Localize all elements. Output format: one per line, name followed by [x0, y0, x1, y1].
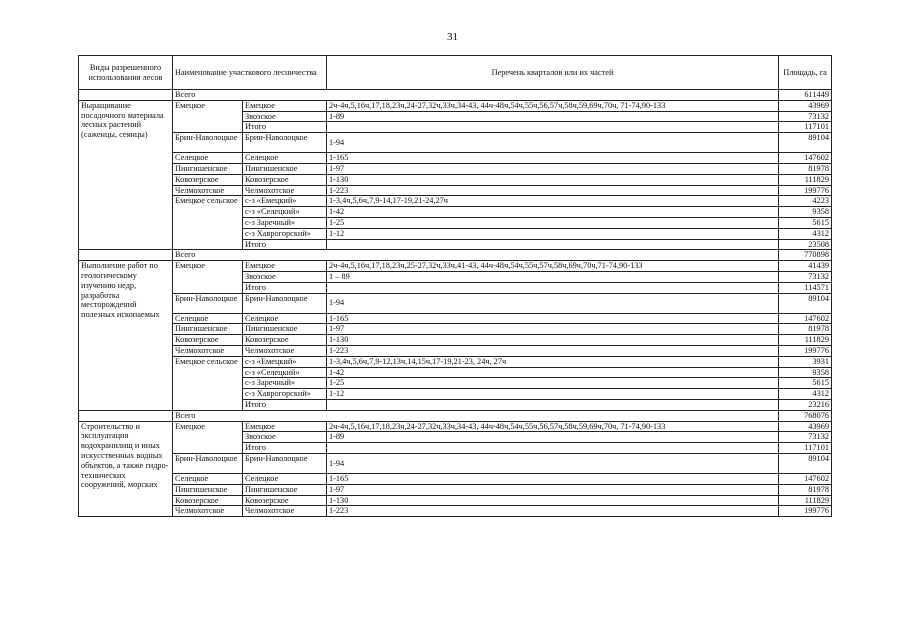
table-row: [79, 261, 832, 272]
quarters-cell: [327, 399, 779, 410]
area-cell: 111829: [779, 174, 832, 185]
district-cell: Емецкое: [243, 261, 327, 272]
table-row: [79, 293, 832, 313]
forestry-cell: Пингишенское: [173, 324, 243, 335]
area-cell: 23508: [779, 239, 832, 250]
use-type-cell: Выполнение работ по геологическому изучению недр, разработка месторождений полезных ископаемых: [79, 261, 173, 411]
forestry-cell: Селецкое: [173, 313, 243, 324]
district-cell: Брин-Наволоцкое: [243, 293, 327, 313]
forestry-cell: Емецкое: [173, 261, 243, 293]
table-row: [79, 133, 832, 153]
quarters-cell: 2ч-4ч,5,16ч,17,18,23ч,24-27,32ч,33ч,34-43, 44ч-48ч,54ч,55ч,56,57ч,58ч,59,69ч,70ч, 71-74,90-133: [327, 421, 779, 432]
area-cell: 199776: [779, 506, 832, 517]
table-row: [79, 185, 832, 196]
area-cell: 41439: [779, 261, 832, 272]
table-row: [79, 313, 832, 324]
total-label: Всего: [173, 250, 779, 261]
area-cell: 89104: [779, 133, 832, 153]
forestry-cell: Ковозерское: [173, 495, 243, 506]
quarters-cell: 1-165: [327, 313, 779, 324]
quarters-cell: 1-94: [327, 133, 779, 153]
area-cell: 89104: [779, 453, 832, 473]
quarters-cell: 1-97: [327, 324, 779, 335]
quarters-cell: 1-89: [327, 111, 779, 122]
district-cell: Итого: [243, 443, 327, 454]
header-forestry: Наименование участкового лесничества: [173, 56, 327, 90]
table-row: [79, 410, 832, 421]
area-cell: 9358: [779, 367, 832, 378]
forestry-cell: Ковозерское: [173, 335, 243, 346]
area-cell: 3931: [779, 356, 832, 367]
table-row: [79, 484, 832, 495]
district-cell: Селецкое: [243, 153, 327, 164]
area-cell: 4223: [779, 196, 832, 207]
forestry-cell: Челмохотское: [173, 185, 243, 196]
quarters-cell: 1-94: [327, 293, 779, 313]
district-cell: Селецкое: [243, 313, 327, 324]
table-row: [79, 196, 832, 207]
forestry-cell: Брин-Наволоцкое: [173, 133, 243, 153]
quarters-cell: 1-223: [327, 185, 779, 196]
forestry-cell: Челмохотское: [173, 506, 243, 517]
quarters-cell: 1-89: [327, 432, 779, 443]
district-cell: с-з Заречный»: [243, 378, 327, 389]
table-body: [79, 90, 832, 517]
area-cell: 111829: [779, 335, 832, 346]
district-cell: с-з «Емецкий»: [243, 356, 327, 367]
area-cell: 117101: [779, 122, 832, 133]
district-cell: с-з «Селецкий»: [243, 367, 327, 378]
quarters-cell: 1-223: [327, 345, 779, 356]
quarters-cell: 1-97: [327, 163, 779, 174]
table-row: [79, 356, 832, 367]
table-row: [79, 100, 832, 111]
quarters-cell: 1-42: [327, 367, 779, 378]
forestry-cell: Пингишенское: [173, 484, 243, 495]
table-row: [79, 421, 832, 432]
area-cell: 81978: [779, 163, 832, 174]
area-cell: 5615: [779, 217, 832, 228]
use-type-cell: [79, 250, 173, 261]
area-cell: 4312: [779, 389, 832, 400]
quarters-cell: 1-130: [327, 174, 779, 185]
forestry-cell: Селецкое: [173, 153, 243, 164]
area-cell: 9358: [779, 207, 832, 218]
forestry-cell: Емецкое: [173, 421, 243, 453]
district-cell: с-з «Емецкий»: [243, 196, 327, 207]
district-cell: Брин-Наволоцкое: [243, 453, 327, 473]
header-area: Площадь, га: [779, 56, 832, 90]
table-row: [79, 250, 832, 261]
quarters-cell: [327, 443, 779, 454]
use-type-cell: Строительство и эксплуатация водохранилищ и иных искусственных водных объектов, а также гидро-технических сооружений, морских: [79, 421, 173, 517]
forestry-cell: Челмохотское: [173, 345, 243, 356]
area-cell: 770898: [779, 250, 832, 261]
quarters-cell: 2ч-4ч,5,16ч,17,18,23ч,24-27,32ч,33ч,34-43, 44ч-48ч,54ч,55ч,56,57ч,58ч,59,69ч,70ч, 71-74,90-133: [327, 100, 779, 111]
quarters-cell: 1-94: [327, 453, 779, 473]
quarters-cell: 1-165: [327, 473, 779, 484]
table-row: [79, 506, 832, 517]
use-type-cell: [79, 90, 173, 101]
area-cell: 117101: [779, 443, 832, 454]
area-cell: 89104: [779, 293, 832, 313]
quarters-cell: 1-3,4ч,5,6ч,7,9-12,13ч,14,15ч,17-19,21-23, 24ч, 27ч: [327, 356, 779, 367]
area-cell: 73132: [779, 271, 832, 282]
table-row: [79, 473, 832, 484]
district-cell: с-з Хаврогорский»: [243, 228, 327, 239]
forestry-cell: Емецкое сельское: [173, 356, 243, 410]
table-row: [79, 324, 832, 335]
quarters-cell: 1-25: [327, 217, 779, 228]
district-cell: Звозское: [243, 432, 327, 443]
forestry-cell: Брин-Наволоцкое: [173, 453, 243, 473]
district-cell: Итого: [243, 239, 327, 250]
district-cell: Итого: [243, 399, 327, 410]
district-cell: Челмохотское: [243, 345, 327, 356]
use-type-cell: Выращивание посадочного материала лесных растений (саженцы, сеянцы): [79, 100, 173, 250]
quarters-cell: 1-97: [327, 484, 779, 495]
table-row: [79, 90, 832, 101]
quarters-cell: 1-12: [327, 228, 779, 239]
table-row: [79, 345, 832, 356]
area-cell: 768076: [779, 410, 832, 421]
area-cell: 4312: [779, 228, 832, 239]
area-cell: 111829: [779, 495, 832, 506]
quarters-cell: [327, 282, 779, 293]
forestry-cell: Ковозерское: [173, 174, 243, 185]
district-cell: Брин-Наволоцкое: [243, 133, 327, 153]
area-cell: 81978: [779, 324, 832, 335]
quarters-cell: 1-130: [327, 335, 779, 346]
table-row: [79, 174, 832, 185]
quarters-cell: 1 – 89: [327, 271, 779, 282]
district-cell: Пингишенское: [243, 163, 327, 174]
district-cell: Челмохотское: [243, 185, 327, 196]
district-cell: с-з «Селецкий»: [243, 207, 327, 218]
district-cell: Ковозерское: [243, 174, 327, 185]
area-cell: 147602: [779, 473, 832, 484]
forestry-cell: Емецкое сельское: [173, 196, 243, 250]
table-row: [79, 335, 832, 346]
total-label: Всего: [173, 410, 779, 421]
table-row: [79, 495, 832, 506]
area-cell: 5615: [779, 378, 832, 389]
quarters-cell: 1-42: [327, 207, 779, 218]
area-cell: 199776: [779, 345, 832, 356]
quarters-cell: 1-25: [327, 378, 779, 389]
district-cell: Звозское: [243, 271, 327, 282]
district-cell: Емецкое: [243, 100, 327, 111]
district-cell: Итого: [243, 282, 327, 293]
quarters-cell: [327, 122, 779, 133]
area-cell: 114571: [779, 282, 832, 293]
area-cell: 81978: [779, 484, 832, 495]
area-cell: 611449: [779, 90, 832, 101]
total-label: Всего: [173, 90, 779, 101]
quarters-cell: 1-3,4ч,5,6ч,7,9-14,17-19,21-24,27ч: [327, 196, 779, 207]
district-cell: Итого: [243, 122, 327, 133]
district-cell: Ковозерское: [243, 335, 327, 346]
area-cell: 73132: [779, 111, 832, 122]
forest-use-table: [78, 55, 832, 517]
area-cell: 147602: [779, 313, 832, 324]
quarters-cell: 1-130: [327, 495, 779, 506]
quarters-cell: 2ч-4ч,5,16ч,17,18,23ч,25-27,32ч,33ч,41-43, 44ч-48ч,54ч,55ч,57ч,58ч,69ч,70ч,71-74,90-133: [327, 261, 779, 272]
area-cell: 43969: [779, 421, 832, 432]
area-cell: 147602: [779, 153, 832, 164]
table-row: [79, 163, 832, 174]
quarters-cell: 1-223: [327, 506, 779, 517]
table-row: [79, 453, 832, 473]
forestry-cell: Емецкое: [173, 100, 243, 132]
table-row: [79, 153, 832, 164]
district-cell: Емецкое: [243, 421, 327, 432]
area-cell: 199776: [779, 185, 832, 196]
district-cell: с-з Заречный»: [243, 217, 327, 228]
district-cell: Пингишенское: [243, 484, 327, 495]
district-cell: с-з Хаврогорский»: [243, 389, 327, 400]
area-cell: 23216: [779, 399, 832, 410]
header-quarters: Перечень кварталов или их частей: [327, 56, 779, 90]
district-cell: Челмохотское: [243, 506, 327, 517]
table-header-row: [79, 56, 832, 90]
quarters-cell: 1-165: [327, 153, 779, 164]
district-cell: Селецкое: [243, 473, 327, 484]
quarters-cell: [327, 239, 779, 250]
use-type-cell: [79, 410, 173, 421]
forestry-cell: Брин-Наволоцкое: [173, 293, 243, 313]
district-cell: Пингишенское: [243, 324, 327, 335]
header-use-type: Виды разрешенного использования лесов: [79, 56, 173, 90]
district-cell: Ковозерское: [243, 495, 327, 506]
forestry-cell: Пингишенское: [173, 163, 243, 174]
area-cell: 73132: [779, 432, 832, 443]
page-number: 31: [447, 31, 458, 43]
district-cell: Звозское: [243, 111, 327, 122]
quarters-cell: 1-12: [327, 389, 779, 400]
area-cell: 43969: [779, 100, 832, 111]
forestry-cell: Селецкое: [173, 473, 243, 484]
